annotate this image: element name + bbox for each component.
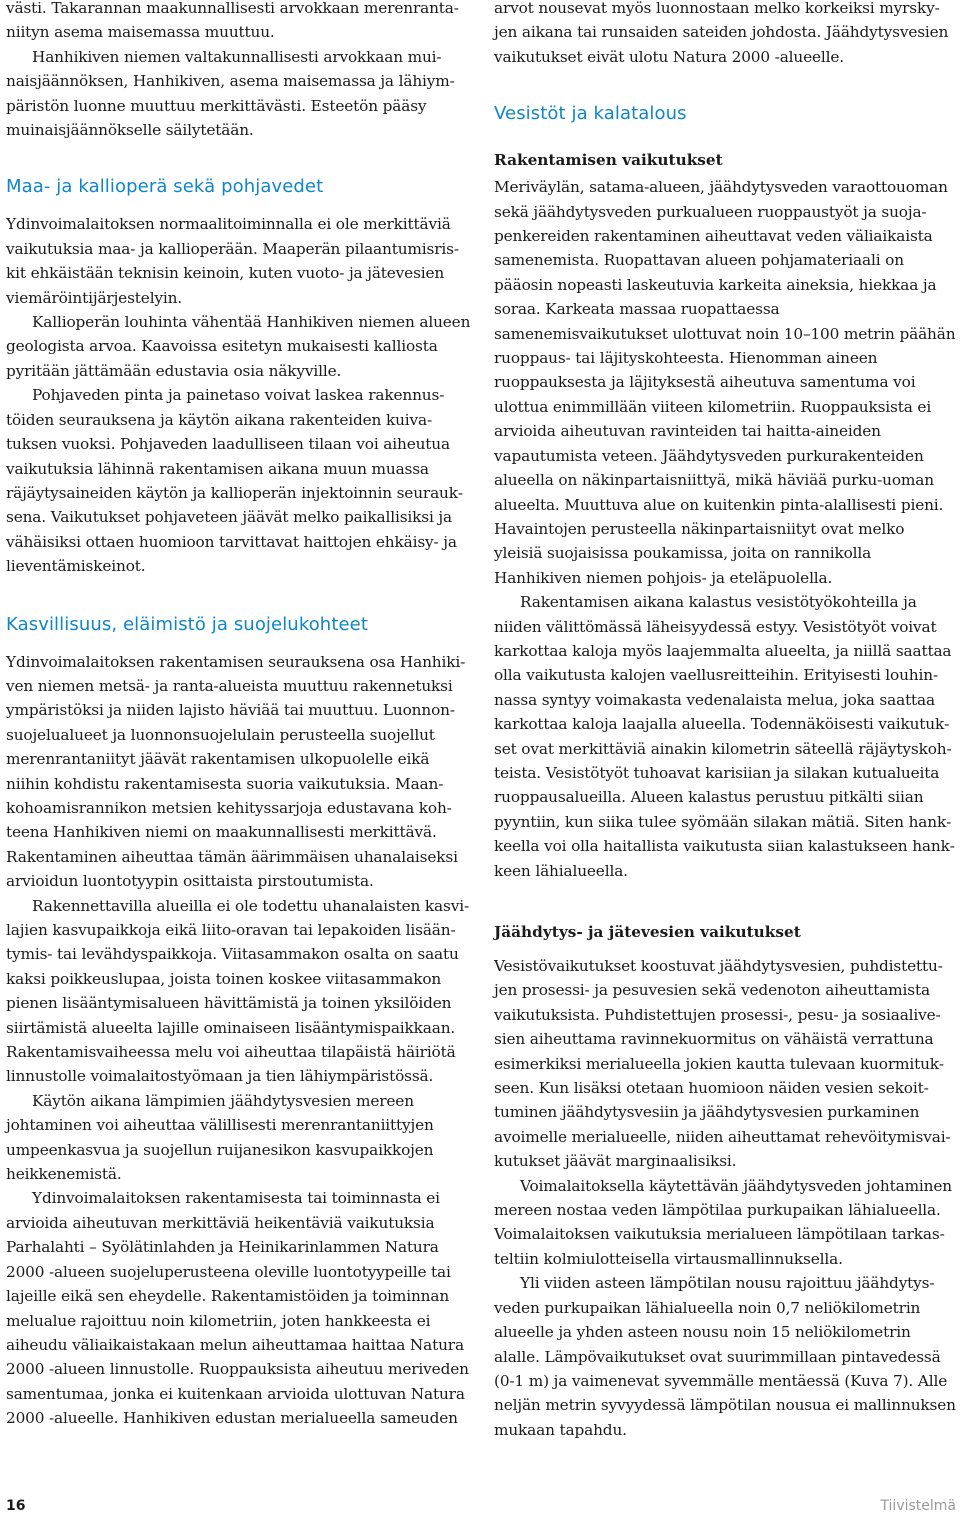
intro-paragraph: västi. Takarannan maakunnallisesti arvokkaan merenrantaniityn asema maisemassa muuttuu. bbox=[6, 0, 459, 42]
body-paragraph: Meriväylän, satama-alueen, jäähdytysveden varaottouoman sekä jäähdytysveden purkualueen ruoppaustyöt ja suojapenkereiden rakentaminen aiheuttavat veden väliaikaista samenemista. Ruopattavan alueen pohjamateriaali on pääosin nopeasti laskeutuvia karkeita aineksia, hiekkaa ja soraa. Karkeata massaa ruopattaessa samenemisvaikutukset ulottuvat noin 10–100 metrin päähän ruoppaus- tai läjityskohteesta. Hienomman aineen ruoppauksesta ja läjityksestä aiheutuva samentuma voi ulottua enimmillään viiteen kilometriin. Ruoppauksista ei arvioida aiheutuvan ravinteiden tai haitta-aineiden vapautumista veteen. Jäähdytysveden purkurakenteiden alueella on näkinpartaisniittyä, mikä häviää purku-uoman alueelta. Muuttuva alue on kuitenkin pinta-alallisesti pieni. Havaintojen perusteella näkinpartaisniityt ovat melko yleisiä suojaisissa poukamissa, joita on rannikolla Hanhikiven niemen pohjois- ja eteläpuolella. bbox=[494, 178, 956, 587]
body-paragraph: Voimalaitoksella käytettävän jäähdytysveden johtaminen mereen nostaa veden lämpötilaa purkupaikan lähialueella. Voimalaitoksen vaikutuksia merialueen lämpötilaan tarkasteltiin kolmiulotteisella virtausmallinnuksella. bbox=[494, 1176, 952, 1268]
body-paragraph: Käytön aikana lämpimien jäähdytysvesien mereen johtaminen voi aiheuttaa välillisesti merenrantaniittyjen umpeenkasvua ja suojellun ruijanesikon kasvupaikkojen heikkenemistä. bbox=[6, 1091, 434, 1184]
body-paragraph: Vesistövaikutukset koostuvat jäähdytysvesien, puhdistettujen prosessi- ja pesuvesien sekä vedenoton aiheuttamista vaikutuksista. Puhdistettujen prosessi-, pesu- ja sosiaalivesien aiheuttama ravinnekuormitus on vähäistä verrattuna esimerkiksi merialueella jokien kautta tulevaan kuormitukseen. Kun lisäksi otetaan huomioon näiden vesien sekoittuminen jäähdytysvesiin ja jäähdytysvesien purkaminen avoimelle merialueelle, niiden aiheuttamat rehevöitymisvaikutukset jäävät marginaalisiksi. bbox=[494, 957, 951, 1171]
subheading-rakentamisen-vaikutukset: Rakentamisen vaikutukset bbox=[494, 151, 723, 170]
section-heading-kasvillisuus: Kasvillisuus, eläimistö ja suojelukohteet bbox=[6, 613, 368, 635]
body-paragraph: Ydinvoimalaitoksen rakentamisesta tai toiminnasta ei arvioida aiheutuvan merkittäviä heikentäviä vaikutuksia Parhalahti – Syölätinlahden ja Heinikarinlammen Natura 2000 -alueen suojeluperusteena oleville luontotyypeille tai lajeille eikä sen eheydelle. Rakentamistöiden ja toiminnan melualue rajoittuu noin kilometriin, joten hankkeesta ei aiheudu väliaikaistakaan melun aiheuttamaa haittaa Natura 2000 -alueen linnustolle. Ruoppauksista aiheutuu meriveden samentumaa, jonka ei kuitenkaan arvioida ulottuvan Natura 2000 -alueelle. Hanhikiven edustan merialueella sameuden bbox=[6, 1189, 469, 1428]
subheading-jaahdytys-ja-jatevesien: Jäähdytys- ja jätevesien vaikutukset bbox=[494, 923, 801, 941]
body-paragraph: Kallioperän louhinta vähentää Hanhikiven niemen alueen geologista arvoa. Kaavoissa esitetyn mukaisesti kalliosta pyritään jättämään edustavia osia näkyville. bbox=[6, 313, 471, 380]
intro-paragraph: Hanhikiven niemen valtakunnallisesti arvokkaan muinaisjäännöksen, Hanhikiven, asema maisemassa ja lähiympäristön luonne muuttuu merkittävästi. Esteetön pääsy muinaisjäännökselle säilytetään. bbox=[6, 47, 455, 140]
body-paragraph: Ydinvoimalaitoksen normaalitoiminnalla ei ole merkittäviä vaikutuksia maa- ja kallioperään. Maaperän pilaantumisriskit ehkäistään teknisin keinoin, kuten vuoto- ja jätevesien viemäröintijärjestelyin. bbox=[6, 215, 460, 307]
left-column bbox=[6, 0, 471, 1431]
document-title: Tiivistelmä bbox=[880, 1498, 956, 1514]
right-column bbox=[494, 0, 956, 1442]
body-paragraph: Pohjaveden pinta ja painetaso voivat laskea rakennustöiden seurauksena ja käytön aikana rakenteiden kuivatuksen vuoksi. Pohjaveden laadulliseen tilaan voi aiheutua vaikutuksia lähinnä rakentamisen aikana muun muassa räjäytysaineiden käytön ja kallioperän injektoinnin seurauksena. Vaikutukset pohjaveteen jäävät melko paikallisiksi ja vähäisiksi ottaen huomioon tarvittavat haittojen ehkäisy- ja lieventämiskeinot. bbox=[6, 386, 464, 576]
section-heading-maa-ja-kallioperä: Maa- ja kallioperä sekä pohjavedet bbox=[6, 176, 324, 198]
page-number: 16 bbox=[6, 1498, 26, 1514]
body-paragraph: Rakentamisen aikana kalastus vesistötyökohteilla ja niiden välittömässä läheisyydessä estyy. Vesistötyöt voivat karkottaa kaloja myös laajemmalta alueelta, ja niillä saattaa olla vaikutusta kalojen vaellusreitteihin. Erityisesti louhinnassa syntyy voimakasta vedenalaista melua, joka saattaa karkottaa kaloja laajalla alueella. Todennäköisesti vaikutukset ovat merkittäviä ainakin kilometrin säteellä räjäytyskohteista. Vesistötyöt tuhoavat karisiian ja silakan kutualueita ruoppausalueilla. Alueen kalastus perustuu pitkälti siian pyyntiin, kun siika tulee syömään silakan mätiä. Siten hankkeella voi olla haitallista vaikutusta siian kalastukseen hankkeen lähialueella. bbox=[494, 593, 955, 880]
intro-paragraph: arvot nousevat myös luonnostaan melko korkeiksi myrskyjen aikana tai runsaiden sateiden johdosta. Jäähdytysvesien vaikutukset eivät ulotu Natura 2000 -alueelle. bbox=[494, 0, 949, 66]
page-footer bbox=[0, 1496, 960, 1520]
body-paragraph: Yli viiden asteen lämpötilan nousu rajoittuu jäähdytysveden purkupaikan lähialueella noin 0,7 neliökilometrin alueelle ja yhden asteen nousu noin 15 neliökilometrin alalle. Lämpövaikutukset ovat suurimmillaan pintavedessä (0-1 m) ja vaimenevat syvemmälle mentäessä (Kuva 7). Alle neljän metrin syvyydessä lämpötilan nousua ei mallinnuksen mukaan tapahdu. bbox=[494, 1274, 956, 1439]
body-paragraph: Ydinvoimalaitoksen rakentamisen seurauksena osa Hanhikiven niemen metsä- ja ranta-alueista muuttuu rakennetuksi ympäristöksi ja niiden lajisto häviää tai muuttuu. Luonnonsuojelualueet ja luonnonsuojelulain perusteella suojellut merenrantaniityt jäävät rakentamisen ulkopuolelle eikä niihin kohdistu rakentamisesta suoria vaikutuksia. Maankohoamisrannikon metsien kehityssarjoja edustavana kohteena Hanhikiven niemi on maakunnallisesti merkittävä. Rakentaminen aiheuttaa tämän äärimmäisen uhanalaiseksi arvioidun luontotyypin osittaista pirstoutumista. bbox=[6, 652, 466, 891]
section-heading-vesistot: Vesistöt ja kalatalous bbox=[494, 103, 687, 125]
body-paragraph: Rakennettavilla alueilla ei ole todettu uhanalaisten kasvilajien kasvupaikkoja eikä liito-oravan tai lepakoiden lisääntymis- tai levähdyspaikkoja. Viitasammakon osalta on saatu kaksi poikkeuslupaa, joista toinen koskee viitasammakon pienen lisääntymisalueen hävittämistä ja toinen yksilöiden siirtämistä alueelta lajille ominaiseen lisääntymispaikkaan. Rakentamisvaiheessa melu voi aiheuttaa tilapäistä häiriötä linnustolle voimalaitostyömaan ja tien lähiympäristössä. bbox=[6, 896, 470, 1086]
